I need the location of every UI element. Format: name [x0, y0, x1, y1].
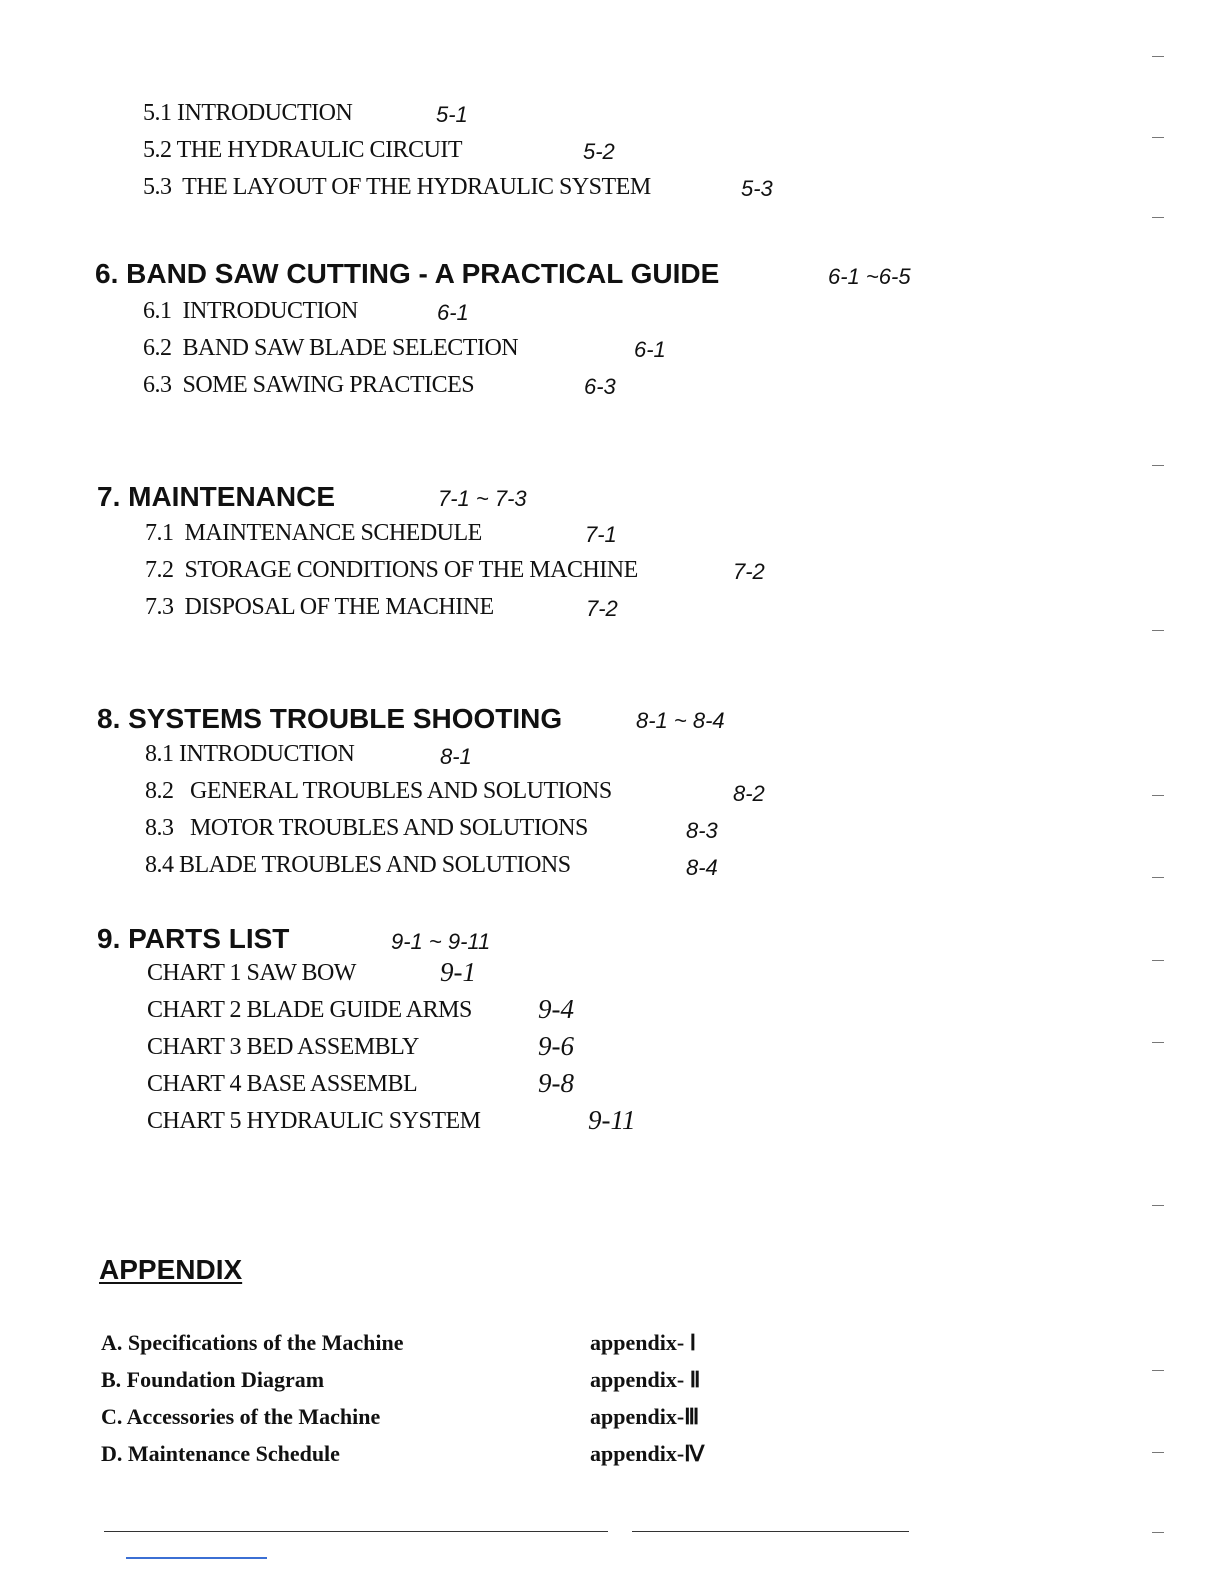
- appendix-ref: appendix-Ⅲ: [590, 1404, 700, 1429]
- margin-tick: [1152, 56, 1164, 57]
- footer-rule-left: [104, 1531, 608, 1532]
- toc-item-5-3: [143, 174, 651, 201]
- margin-tick: [1152, 1452, 1164, 1453]
- toc-page: 6-1: [437, 300, 469, 325]
- toc-page: 9-6: [538, 1031, 574, 1061]
- toc-page: 6-1: [634, 337, 666, 362]
- chart-number: CHART 2: [147, 997, 241, 1023]
- margin-tick: [1152, 795, 1164, 796]
- section-heading: 9. PARTS LIST: [97, 923, 290, 954]
- toc-page: 9-1: [440, 957, 476, 987]
- toc-page: 8-1: [440, 744, 472, 769]
- toc-item-6-3: [143, 372, 474, 399]
- toc-number: 7.2: [145, 557, 174, 583]
- toc-item-5-1: [143, 100, 352, 127]
- chart-number: CHART 4: [147, 1071, 241, 1097]
- toc-item-7-1: [145, 520, 482, 547]
- toc-title: INTRODUCTION: [177, 100, 353, 126]
- footer-link-underline: [126, 1557, 267, 1559]
- chart-title: BED ASSEMBLY: [246, 1034, 419, 1060]
- margin-tick: [1152, 960, 1164, 961]
- toc-page: 8-3: [686, 818, 718, 843]
- toc-number: 8.1: [145, 741, 174, 767]
- chart-title: BASE ASSEMBL: [246, 1071, 418, 1097]
- toc-item-7-3: [145, 594, 494, 621]
- chart-number: CHART 1: [147, 960, 241, 986]
- toc-number: 5.2: [143, 137, 172, 163]
- margin-tick: [1152, 217, 1164, 218]
- parts-chart-4: [147, 1071, 417, 1098]
- toc-number: 8.2: [145, 778, 174, 804]
- parts-chart-2: [147, 997, 472, 1024]
- toc-number: 6.3: [143, 372, 172, 398]
- toc-item-6-2: [143, 335, 518, 362]
- toc-title: THE LAYOUT OF THE HYDRAULIC SYSTEM: [182, 174, 651, 200]
- toc-title: MOTOR TROUBLES AND SOLUTIONS: [190, 815, 588, 841]
- margin-tick: [1152, 1370, 1164, 1371]
- toc-number: 5.1: [143, 100, 172, 126]
- margin-tick: [1152, 1532, 1164, 1533]
- parts-chart-5: [147, 1108, 480, 1135]
- margin-tick: [1152, 630, 1164, 631]
- toc-page: 5-1: [436, 102, 468, 127]
- parts-chart-3: [147, 1034, 419, 1061]
- toc-page: 7-2: [586, 596, 618, 621]
- appendix-item-a: A. Specifications of the Machine: [101, 1330, 404, 1355]
- footer-rule-right: [632, 1531, 909, 1532]
- toc-number: 6.1: [143, 298, 172, 324]
- toc-title: DISPOSAL OF THE MACHINE: [184, 594, 494, 620]
- margin-tick: [1152, 1205, 1164, 1206]
- toc-number: 8.4: [145, 852, 174, 878]
- toc-title: BAND SAW BLADE SELECTION: [182, 335, 519, 361]
- toc-page: 7-1: [585, 522, 617, 547]
- toc-page: 7-2: [733, 559, 765, 584]
- toc-item-8-2: [145, 778, 612, 805]
- toc-title: GENERAL TROUBLES AND SOLUTIONS: [190, 778, 612, 804]
- toc-title: BLADE TROUBLES AND SOLUTIONS: [179, 852, 571, 878]
- toc-item-7-2: [145, 557, 638, 584]
- toc-number: 7.1: [145, 520, 174, 546]
- toc-page: 8-4: [686, 855, 718, 880]
- toc-number: 6.2: [143, 335, 172, 361]
- chart-number: CHART 5: [147, 1108, 241, 1134]
- appendix-ref: appendix- Ⅰ: [590, 1330, 697, 1355]
- toc-title: INTRODUCTION: [179, 741, 355, 767]
- chart-number: CHART 3: [147, 1034, 241, 1060]
- toc-page: 9-11: [588, 1105, 636, 1135]
- toc-page: 5-3: [741, 176, 773, 201]
- appendix-item-d: D. Maintenance Schedule: [101, 1441, 340, 1466]
- toc-item-8-1: [145, 741, 354, 768]
- toc-title: STORAGE CONDITIONS OF THE MACHINE: [184, 557, 638, 583]
- toc-page: 5-2: [583, 139, 615, 164]
- toc-page: 6-3: [584, 374, 616, 399]
- toc-title: INTRODUCTION: [182, 298, 358, 324]
- appendix-ref: appendix- Ⅱ: [590, 1367, 701, 1392]
- parts-chart-1: [147, 960, 356, 987]
- chart-title: HYDRAULIC SYSTEM: [246, 1108, 481, 1134]
- toc-page: 8-2: [733, 781, 765, 806]
- margin-tick: [1152, 465, 1164, 466]
- toc-title: MAINTENANCE SCHEDULE: [184, 520, 482, 546]
- toc-item-6-1: [143, 298, 358, 325]
- toc-title: THE HYDRAULIC CIRCUIT: [176, 137, 463, 163]
- appendix-item-b: B. Foundation Diagram: [101, 1367, 325, 1392]
- section-heading: 6. BAND SAW CUTTING - A PRACTICAL GUIDE: [95, 258, 720, 289]
- appendix-heading: APPENDIX: [99, 1254, 243, 1285]
- toc-number: 5.3: [143, 174, 172, 200]
- chart-title: SAW BOW: [246, 960, 356, 986]
- chart-title: BLADE GUIDE ARMS: [246, 997, 472, 1023]
- section-page-range: 9-1 ~ 9-11: [391, 929, 491, 954]
- section-page-range: 8-1 ~ 8-4: [636, 708, 725, 733]
- toc-item-8-4: [145, 852, 571, 879]
- toc-item-5-2: [143, 137, 462, 164]
- toc-item-8-3: [145, 815, 588, 842]
- margin-tick: [1152, 137, 1164, 138]
- appendix-ref: appendix-Ⅳ: [590, 1441, 705, 1466]
- section-heading: 7. MAINTENANCE: [97, 481, 336, 512]
- toc-number: 8.3: [145, 815, 174, 841]
- margin-tick: [1152, 877, 1164, 878]
- toc-title: SOME SAWING PRACTICES: [182, 372, 475, 398]
- section-page-range: 7-1 ~ 7-3: [438, 486, 527, 511]
- appendix-item-c: C. Accessories of the Machine: [101, 1404, 381, 1429]
- toc-page: 9-4: [538, 994, 574, 1024]
- section-page-range: 6-1 ~6-5: [828, 264, 911, 289]
- section-heading: 8. SYSTEMS TROUBLE SHOOTING: [97, 703, 563, 734]
- margin-tick: [1152, 1042, 1164, 1043]
- toc-page: 9-8: [538, 1068, 574, 1098]
- toc-number: 7.3: [145, 594, 174, 620]
